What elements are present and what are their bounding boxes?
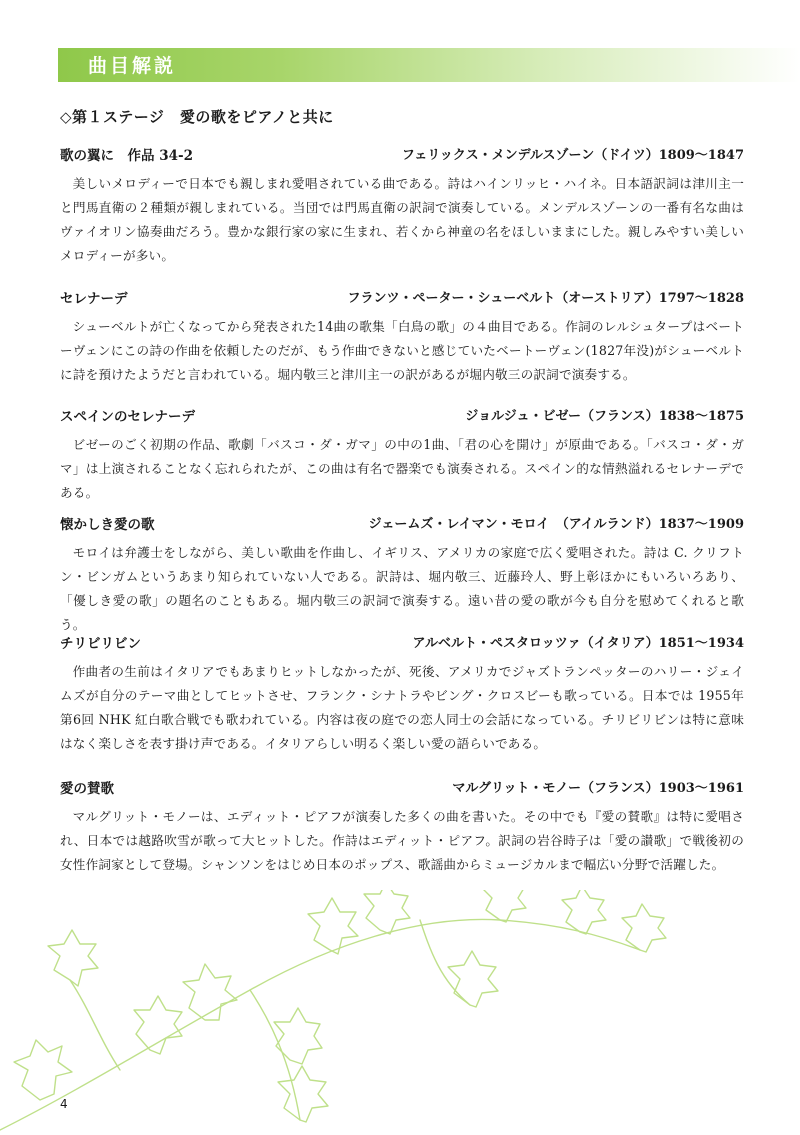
piece-description: ビゼーのごく初期の作品、歌劇「バスコ・ダ・ガマ」の中の1曲、「君の心を開け」が原曲である。「バスコ・ダ・ガマ」は上演されることなく忘れられたが、この曲は有名で器楽でも演奏される。スペイン的な情熱溢れるセレナーデである。: [60, 437, 744, 500]
piece-description: マルグリット・モノーは、エディット・ピアフが演奏した多くの曲を書いた。その中でも『愛の賛歌』は特に愛唱され、日本では越路吹雪が歌って大ヒットした。作詩はエディット・ピアフ。訳詞の岩谷時子は「愛の讃歌」で戦後初の女性作詞家として登場。シャンソンをはじめ日本のポップス、歌謡曲からミュージカルまで幅広い分野で活躍した。: [60, 809, 744, 872]
piece-description: モロイは弁護士をしながら、美しい歌曲を作曲し、イギリス、アメリカの家庭で広く愛唱された。詩は C. クリフトン・ビンガムというあまり知られていない人である。訳詩は、堀内敬三、近藤玲人、野上彰ほかにもいろいろあり、「優しき愛の歌」の題名のこともある。堀内敬三の訳詞で演奏する。遠い昔の愛の歌が今も自分を慰めてくれると歌う。: [60, 545, 744, 632]
piece-title: 懐かしき愛の歌: [60, 517, 155, 533]
piece-composer: フェリックス・メンデルスゾーン（ドイツ）1809〜1847: [401, 148, 744, 163]
piece-description: 作曲者の生前はイタリアでもあまりヒットしなかったが、死後、アメリカでジャズトランペッターのハリー・ジェイムズが自分のテーマ曲としてヒットさせ、フランク・シナトラやビング・クロスビーも歌っている。日本では 1955年第6回 NHK 紅白歌合戦でも歌われている。内容は夜の庭での恋人同士の会話になっている。チリビリビンは特に意味はなく楽しさを表す掛け声である。イタリアらしい明るく楽しい愛の語らいである。: [60, 664, 744, 751]
piece-title: スペインのセレナーデ: [60, 409, 195, 425]
piece-section: [60, 513, 744, 637]
piece-section: [60, 777, 744, 877]
ivy-vine-illustration: [0, 890, 800, 1135]
piece-section: [60, 632, 744, 756]
piece-composer: ジェームズ・レイマン・モロイ （アイルランド）1837〜1909: [368, 517, 744, 532]
banner-title: 曲目解説: [88, 55, 177, 77]
piece-title: 愛の賛歌: [60, 781, 114, 797]
section-banner: [58, 48, 800, 82]
piece-section: [60, 144, 744, 268]
piece-composer: ジョルジュ・ビゼー（フランス）1838〜1875: [465, 409, 744, 424]
stage-heading: ◇第１ステージ 愛の歌をピアノと共に: [60, 108, 334, 126]
piece-description: シューベルトが亡くなってから発表された14曲の歌集「白鳥の歌」の４曲目である。作詞のレルシュタープはベートーヴェンにこの詩の作曲を依頼したのだが、もう作曲できないと感じていたベートーヴェン(1827年没)がシューベルトに詩を預けたようだと言われている。堀内敬三と津川主一の訳があるが堀内敬三の訳詞で演奏する。: [60, 319, 744, 382]
piece-title: 歌の翼に 作品 34-2: [60, 148, 193, 164]
piece-section: [60, 287, 744, 387]
piece-composer: フランツ・ペーター・シューベルト（オーストリア）1797〜1828: [347, 291, 744, 306]
piece-title: チリビリビン: [60, 636, 141, 652]
piece-section: [60, 405, 744, 505]
piece-description: 美しいメロディーで日本でも親しまれ愛唱されている曲である。詩はハインリッヒ・ハイネ。日本語訳詞は津川主一と門馬直衛の２種類が親しまれている。当団では門馬直衛の訳詞で演奏している。メンデルスゾーンの一番有名な曲はヴァイオリン協奏曲だろう。豊かな銀行家の家に生まれ、若くから神童の名をほしいままにした。親しみやすい美しいメロディーが多い。: [60, 176, 744, 263]
page-number: 4: [60, 1097, 68, 1111]
piece-composer: マルグリット・モノー（フランス）1903〜1961: [452, 781, 744, 796]
piece-composer: アルベルト・ペスタロッツァ（イタリア）1851〜1934: [412, 636, 744, 651]
piece-title: セレナーデ: [60, 291, 128, 307]
